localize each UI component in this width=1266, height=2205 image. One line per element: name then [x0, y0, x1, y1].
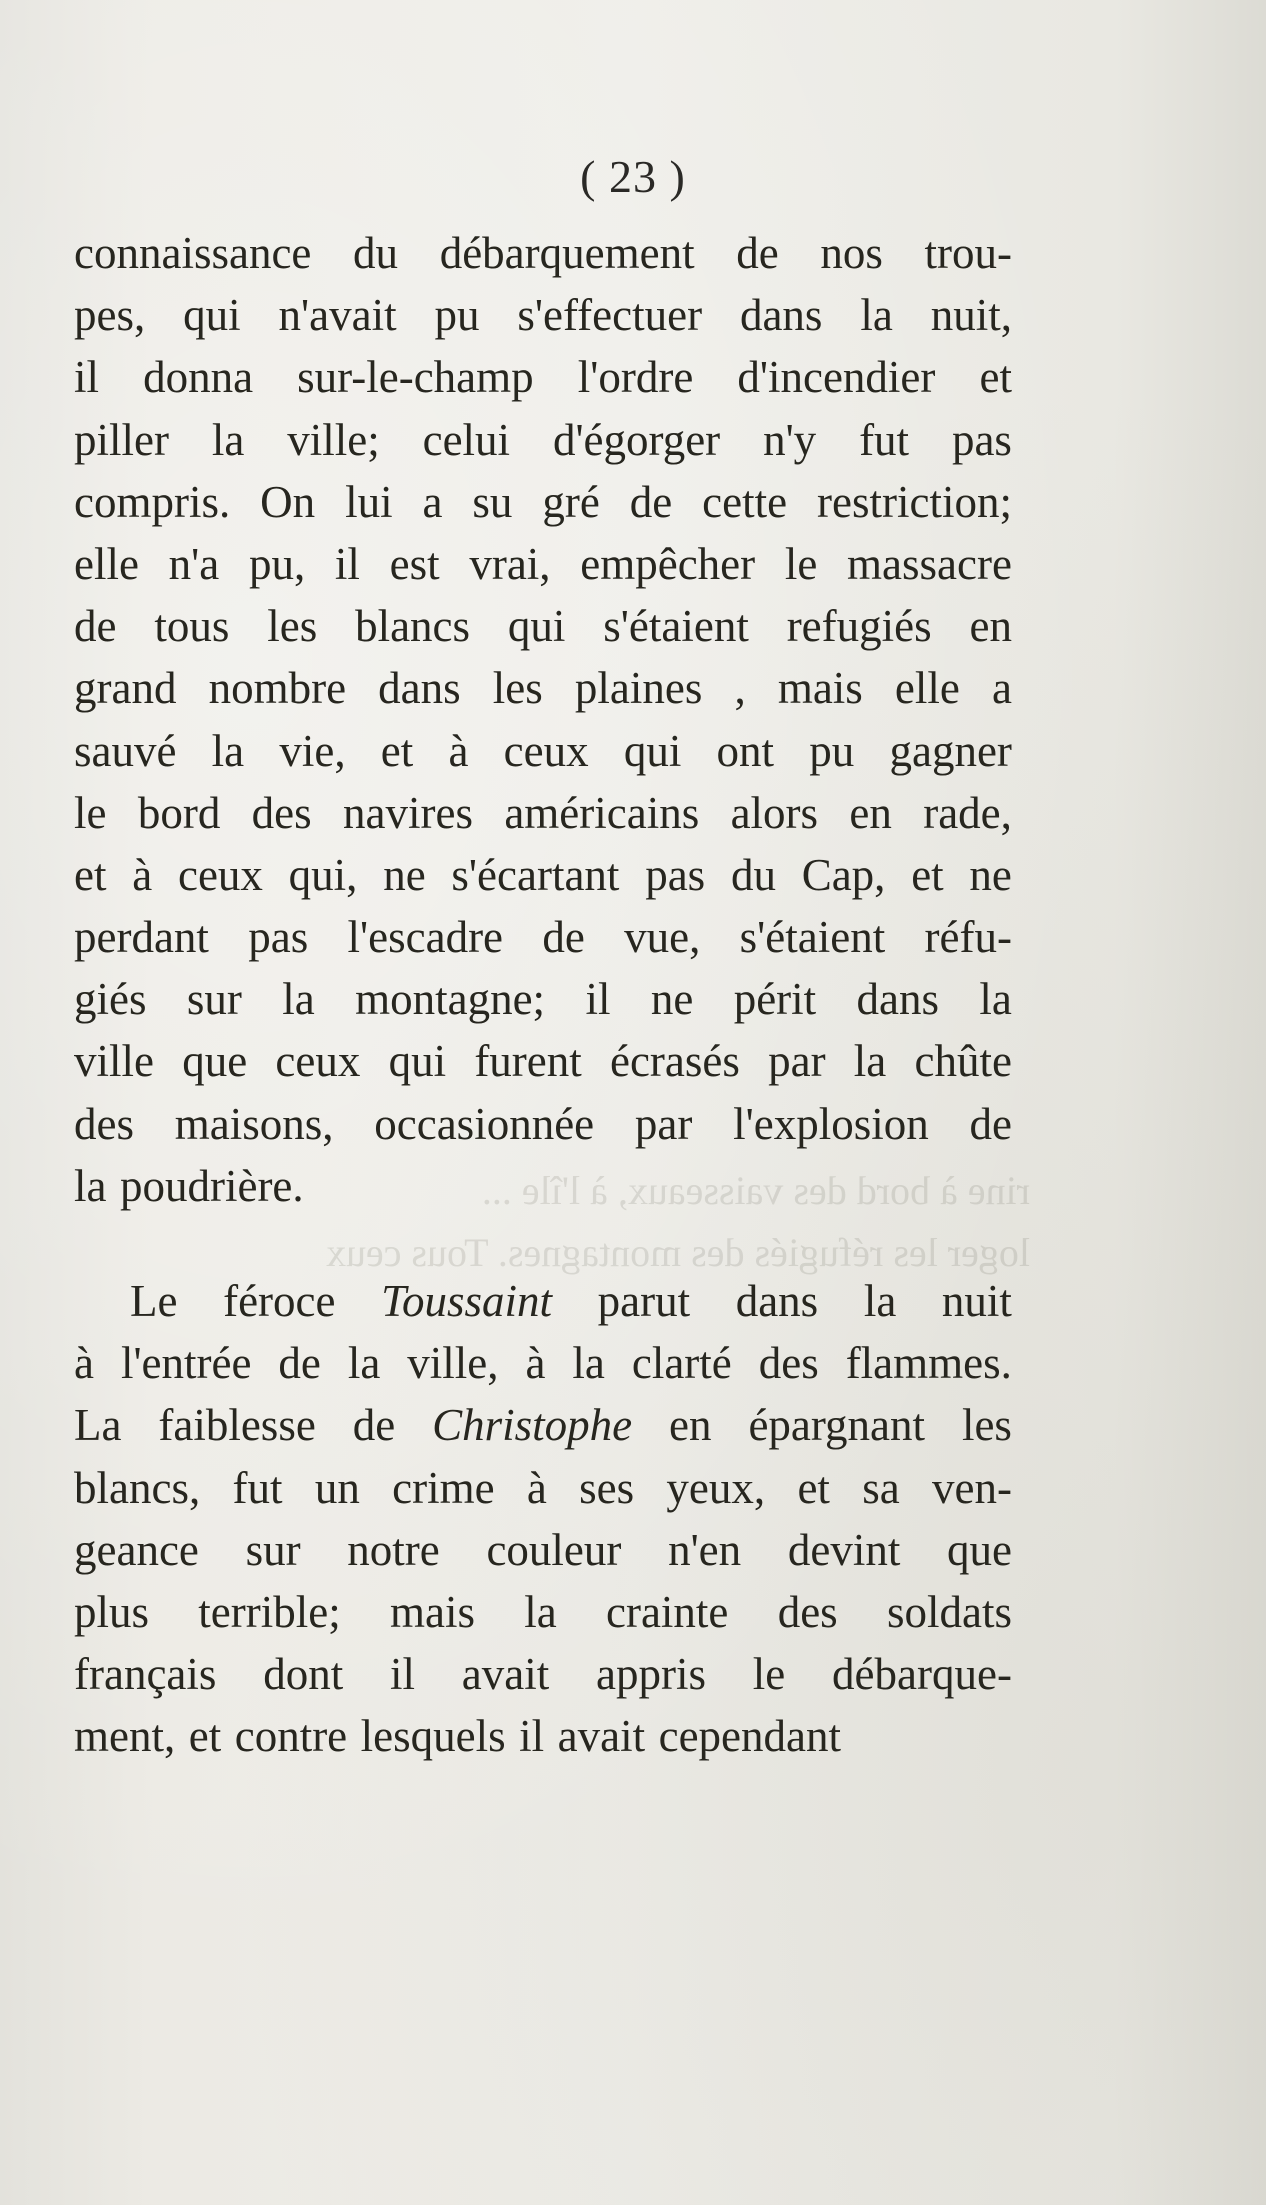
word: ville;: [287, 414, 380, 465]
word: en: [669, 1400, 712, 1451]
word: nuit: [941, 1276, 1012, 1326]
word: Christophe: [432, 1400, 633, 1451]
word: a: [991, 663, 1012, 714]
word: n'y: [763, 414, 817, 465]
word: pas: [951, 414, 1012, 465]
word: de: [74, 601, 117, 652]
word: furent: [474, 1036, 582, 1087]
word: notre: [347, 1524, 440, 1575]
word: contre: [234, 1711, 348, 1762]
word: à: [74, 1338, 94, 1389]
word: avait: [461, 1649, 550, 1700]
word: n'a: [168, 538, 220, 589]
word: poudrière.: [119, 1160, 304, 1211]
word: geance: [74, 1524, 199, 1575]
word: dans: [735, 1276, 819, 1326]
word: avait: [557, 1711, 646, 1762]
word: périt: [733, 974, 817, 1025]
word: s'effectuer: [517, 290, 703, 341]
word: en: [969, 601, 1012, 652]
word: rade,: [923, 787, 1012, 838]
word: que: [947, 1524, 1012, 1575]
word: n'avait: [278, 290, 397, 341]
word: s'écartant: [451, 849, 620, 900]
word: ont: [716, 725, 775, 776]
word: appris: [596, 1649, 706, 1700]
word: dans: [856, 974, 940, 1025]
word: fut: [232, 1462, 283, 1513]
word: féroce: [223, 1276, 336, 1326]
word: et: [797, 1462, 830, 1513]
page-number: ( 23 ): [580, 151, 686, 202]
word: crime: [392, 1462, 495, 1513]
word: ville,: [407, 1338, 499, 1389]
text-line: [74, 1705, 1012, 1767]
word: de: [352, 1400, 396, 1451]
text-line: [74, 782, 1012, 844]
word: l'explosion: [733, 1098, 929, 1149]
word: giés: [74, 974, 147, 1025]
word: il: [519, 1711, 545, 1762]
word: bord: [137, 787, 221, 838]
text-line: [74, 1643, 1012, 1705]
paragraph-1: [74, 222, 1012, 1217]
word: ne: [650, 974, 694, 1025]
word: et: [380, 725, 414, 776]
word: et: [911, 849, 944, 900]
word: clarté: [631, 1338, 732, 1389]
word: qui: [183, 290, 241, 341]
word: Le: [130, 1276, 178, 1326]
word: connaissance: [74, 228, 312, 278]
word: la: [211, 725, 245, 776]
word: de: [278, 1338, 321, 1389]
text-line: [74, 409, 1012, 471]
word: il: [585, 974, 611, 1025]
word: du: [730, 849, 776, 900]
word: la: [860, 290, 893, 341]
word: devint: [787, 1524, 901, 1575]
text-line: [74, 471, 1012, 533]
word: tous: [154, 601, 230, 652]
word: nos: [820, 228, 883, 278]
word: plaines: [574, 663, 703, 714]
word: la: [211, 414, 245, 465]
word: ven-: [932, 1462, 1012, 1513]
word: est: [389, 538, 440, 589]
word: la: [979, 974, 1012, 1025]
word: qui,: [288, 849, 358, 900]
text-line: [74, 346, 1012, 408]
word: la: [863, 1276, 897, 1326]
word: sur: [245, 1524, 301, 1575]
word: mais: [777, 663, 863, 714]
word: n'en: [668, 1524, 742, 1575]
word: pu: [434, 290, 480, 341]
text-line: [74, 1093, 1012, 1155]
word: écrasés: [609, 1036, 740, 1087]
word: alors: [730, 787, 819, 838]
word: parut: [597, 1276, 691, 1326]
word: des: [758, 1338, 819, 1389]
word: pu: [809, 725, 855, 776]
word: l'entrée: [120, 1338, 252, 1389]
text-line: [74, 844, 1012, 906]
word: ville: [74, 1036, 154, 1087]
word: chûte: [914, 1036, 1012, 1087]
word: du: [353, 228, 399, 278]
word: cependant: [658, 1711, 842, 1762]
word: de: [969, 1098, 1012, 1149]
word: occasionnée: [374, 1098, 595, 1149]
text-line: [74, 284, 1012, 346]
text-line: [74, 968, 1012, 1030]
word: le: [74, 787, 107, 838]
word: s'étaient: [739, 912, 886, 963]
word: d'égorger: [552, 414, 721, 465]
word: gré: [542, 476, 600, 527]
word: vie,: [279, 725, 346, 776]
word: gagner: [889, 725, 1012, 776]
word: ses: [579, 1462, 635, 1513]
show-through-text: rine à bord des vaisseaux, à l'île ... loger les réfugiés des montagnes. Tous ceux: [325, 1168, 1030, 1275]
word: piller: [74, 414, 169, 465]
word: ceux: [503, 725, 589, 776]
word: américains: [504, 787, 700, 838]
word: perdant: [74, 912, 209, 963]
word: navires: [343, 787, 473, 838]
word: qui: [507, 601, 566, 652]
word: flammes.: [845, 1338, 1012, 1389]
word: un: [314, 1462, 360, 1513]
word: elle: [74, 538, 139, 589]
text-line: [74, 1519, 1012, 1581]
word: épargnant: [748, 1400, 926, 1451]
word: de: [736, 228, 779, 278]
word: sur: [186, 974, 242, 1025]
word: blancs: [355, 601, 471, 652]
word: vrai,: [469, 538, 551, 589]
word: ceux: [275, 1036, 361, 1087]
word: mais: [389, 1586, 475, 1637]
word: empêcher: [580, 538, 756, 589]
word: le: [784, 538, 818, 589]
word: Toussaint: [381, 1276, 553, 1326]
word: pas: [645, 849, 706, 900]
word: trou-: [924, 228, 1012, 278]
word: à: [526, 1462, 547, 1513]
word: la: [347, 1338, 381, 1389]
word: des: [251, 787, 312, 838]
word: il: [74, 352, 100, 403]
word: la: [74, 1160, 107, 1211]
text-line: [74, 1581, 1012, 1643]
word: couleur: [486, 1524, 622, 1575]
word: terrible;: [198, 1586, 341, 1637]
text-line: [74, 1030, 1012, 1092]
text-line: [74, 906, 1012, 968]
word: faiblesse: [158, 1400, 316, 1451]
word: maisons,: [174, 1098, 334, 1149]
word: ,: [734, 663, 746, 714]
word: qui: [388, 1036, 447, 1087]
word: il: [334, 538, 360, 589]
text-line: [74, 1332, 1012, 1394]
word: elle: [894, 663, 960, 714]
word: le: [752, 1649, 786, 1700]
word: les: [267, 601, 318, 652]
word: l'ordre: [577, 352, 694, 403]
word: des: [777, 1586, 838, 1637]
word: On: [260, 476, 316, 527]
text-line: [74, 1457, 1012, 1519]
word: la: [524, 1586, 557, 1637]
word: des: [74, 1098, 134, 1149]
word: par: [768, 1036, 826, 1087]
text-line: [74, 533, 1012, 595]
word: plus: [74, 1586, 150, 1637]
word: l'escadre: [347, 912, 504, 963]
word: nuit,: [930, 290, 1012, 341]
text-line: [74, 595, 1012, 657]
word: par: [634, 1098, 693, 1149]
word: vue,: [624, 912, 701, 963]
word: celui: [422, 414, 511, 465]
word: pu,: [248, 538, 306, 589]
word: su: [472, 476, 513, 527]
word: sur-le-champ: [297, 352, 534, 403]
word: les: [961, 1400, 1012, 1451]
word: en: [849, 787, 892, 838]
text-line: [74, 657, 1012, 719]
word: pas: [248, 912, 309, 963]
word: massacre: [847, 538, 1012, 589]
word: lui: [345, 476, 393, 527]
word: donna: [143, 352, 254, 403]
word: dont: [263, 1649, 344, 1700]
word: blancs,: [74, 1462, 201, 1513]
text-line: [74, 1394, 1012, 1456]
word: dans: [378, 663, 461, 714]
word: la: [282, 974, 315, 1025]
word: restriction;: [817, 476, 1012, 527]
word: réfu-: [924, 912, 1012, 963]
word: grand: [74, 663, 177, 714]
word: que: [182, 1036, 248, 1087]
word: a: [422, 476, 443, 527]
word: crainte: [606, 1586, 729, 1637]
word: français: [74, 1649, 217, 1700]
text-line: [74, 1270, 1012, 1332]
word: cette: [702, 476, 788, 527]
word: sa: [862, 1462, 900, 1513]
word: à: [448, 725, 469, 776]
word: ment,: [74, 1711, 176, 1762]
word: il: [389, 1649, 415, 1700]
word: la: [572, 1338, 605, 1389]
word: les: [492, 663, 543, 714]
word: refugiés: [786, 601, 932, 652]
word: ne: [969, 849, 1012, 900]
paragraph-2: [74, 1270, 1012, 1768]
word: de: [629, 476, 673, 527]
word: à: [525, 1338, 546, 1389]
word: débarque-: [832, 1649, 1012, 1700]
word: fut: [859, 414, 910, 465]
word: pes,: [74, 290, 146, 341]
word: de: [542, 912, 585, 963]
word: et: [74, 849, 107, 900]
word: d'incendier: [737, 352, 936, 403]
word: compris.: [74, 476, 231, 527]
word: qui: [623, 725, 682, 776]
word: yeux,: [666, 1462, 766, 1513]
text-line: [74, 1155, 1012, 1217]
word: lesquels: [360, 1711, 506, 1762]
word: s'étaient: [603, 601, 749, 652]
word: la: [853, 1036, 887, 1087]
word: à: [132, 849, 153, 900]
word: montagne;: [355, 974, 546, 1025]
word: dans: [739, 290, 823, 341]
word: ne: [383, 849, 426, 900]
word: nombre: [208, 663, 347, 714]
word: et: [979, 352, 1012, 403]
word: La: [74, 1400, 122, 1451]
word: Cap,: [801, 849, 886, 900]
word: ceux: [177, 849, 263, 900]
text-line: [74, 222, 1012, 284]
word: et: [188, 1711, 222, 1762]
word: soldats: [886, 1586, 1012, 1637]
text-line: [74, 720, 1012, 782]
word: sauvé: [74, 725, 177, 776]
word: débarquement: [439, 228, 695, 278]
